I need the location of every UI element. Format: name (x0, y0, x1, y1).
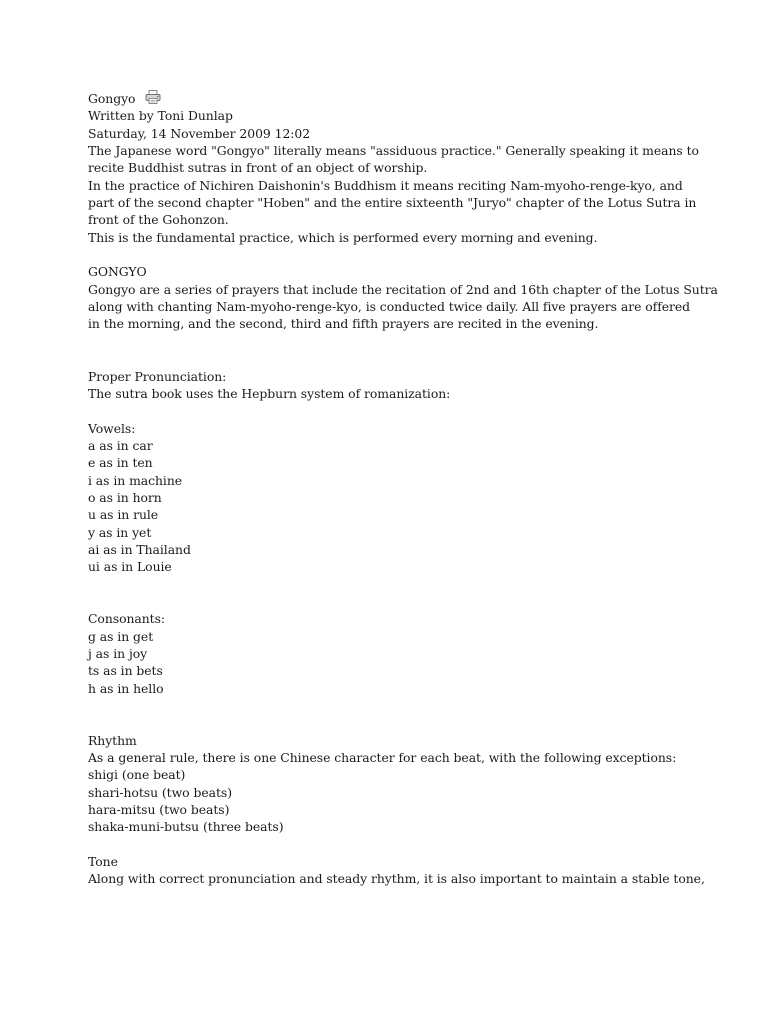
paragraph-line: along with chanting Nam-myoho-renge-kyo, is conducted twice daily. All five prayers are offered (88, 299, 691, 315)
consonant-item: ts as in bets (88, 663, 163, 679)
article-header (88, 90, 688, 107)
vowel-item: ui as in Louie (88, 559, 172, 575)
paragraph-line: Along with correct pronunciation and steady rhythm, it is also important to maintain a stable tone, (88, 871, 705, 887)
consonants-heading: Consonants: (88, 611, 166, 627)
consonant-item: j as in joy (88, 646, 148, 661)
paragraph-line: The sutra book uses the Hepburn system of romanization: (88, 385, 451, 401)
consonant-item: g as in get (88, 628, 154, 644)
paragraph-line: As a general rule, there is one Chinese character for each beat, with the following exceptions: (88, 750, 677, 766)
consonant-item: h as in hello (88, 680, 164, 696)
byline: Written by Toni Dunlap (88, 108, 233, 124)
vowels-heading: Vowels: (88, 420, 136, 436)
paragraph-line: Gongyo are a series of prayers that include the recitation of 2nd and 16th chapter of the Lotus Sutra (88, 281, 718, 297)
vowel-item: u as in rule (88, 507, 159, 523)
article-title: Gongyo (88, 91, 136, 106)
intro-paragraph (88, 142, 699, 246)
pronunciation-section (88, 368, 688, 698)
vowel-item: a as in car (88, 437, 153, 453)
vowel-item: y as in yet (88, 524, 152, 540)
document (88, 90, 718, 888)
intro-line: part of the second chapter "Hoben" and the entire sixteenth "Juryo" chapter of the Lotus Sutra in (88, 195, 697, 211)
exception-item: hara-mitsu (two beats) (88, 802, 230, 818)
section-heading: Proper Pronunciation: (88, 368, 227, 384)
section-heading: Tone (88, 854, 118, 870)
vowel-item: o as in horn (88, 489, 162, 505)
intro-line: front of the Gohonzon. (88, 212, 229, 228)
intro-line: In the practice of Nichiren Daishonin's Buddhism it means reciting Nam-myoho-renge-kyo, and (88, 177, 683, 193)
intro-line: recite Buddhist sutras in front of an object of worship. (88, 160, 428, 176)
paragraph-line: in the morning, and the second, third and fifth prayers are recited in the evening. (88, 316, 599, 332)
section-heading: Rhythm (88, 732, 137, 748)
printer-icon[interactable] (145, 90, 161, 104)
publish-date: Saturday, 14 November 2009 12:02 (88, 125, 311, 141)
gongyo-section (88, 263, 718, 332)
vowel-item: i as in machine (88, 472, 183, 488)
rhythm-section (88, 732, 688, 836)
exception-item: shigi (one beat) (88, 767, 186, 783)
exception-item: shari-hotsu (two beats) (88, 784, 232, 800)
vowel-item: ai as in Thailand (88, 541, 191, 557)
section-heading: GONGYO (88, 264, 147, 280)
intro-line: The Japanese word "Gongyo" literally means "assiduous practice." Generally speaking it means to (88, 143, 699, 159)
vowel-item: e as in ten (88, 455, 153, 471)
tone-section (88, 853, 705, 888)
intro-line: This is the fundamental practice, which is performed every morning and evening. (88, 229, 598, 245)
exception-item: shaka-muni-butsu (three beats) (88, 819, 284, 835)
